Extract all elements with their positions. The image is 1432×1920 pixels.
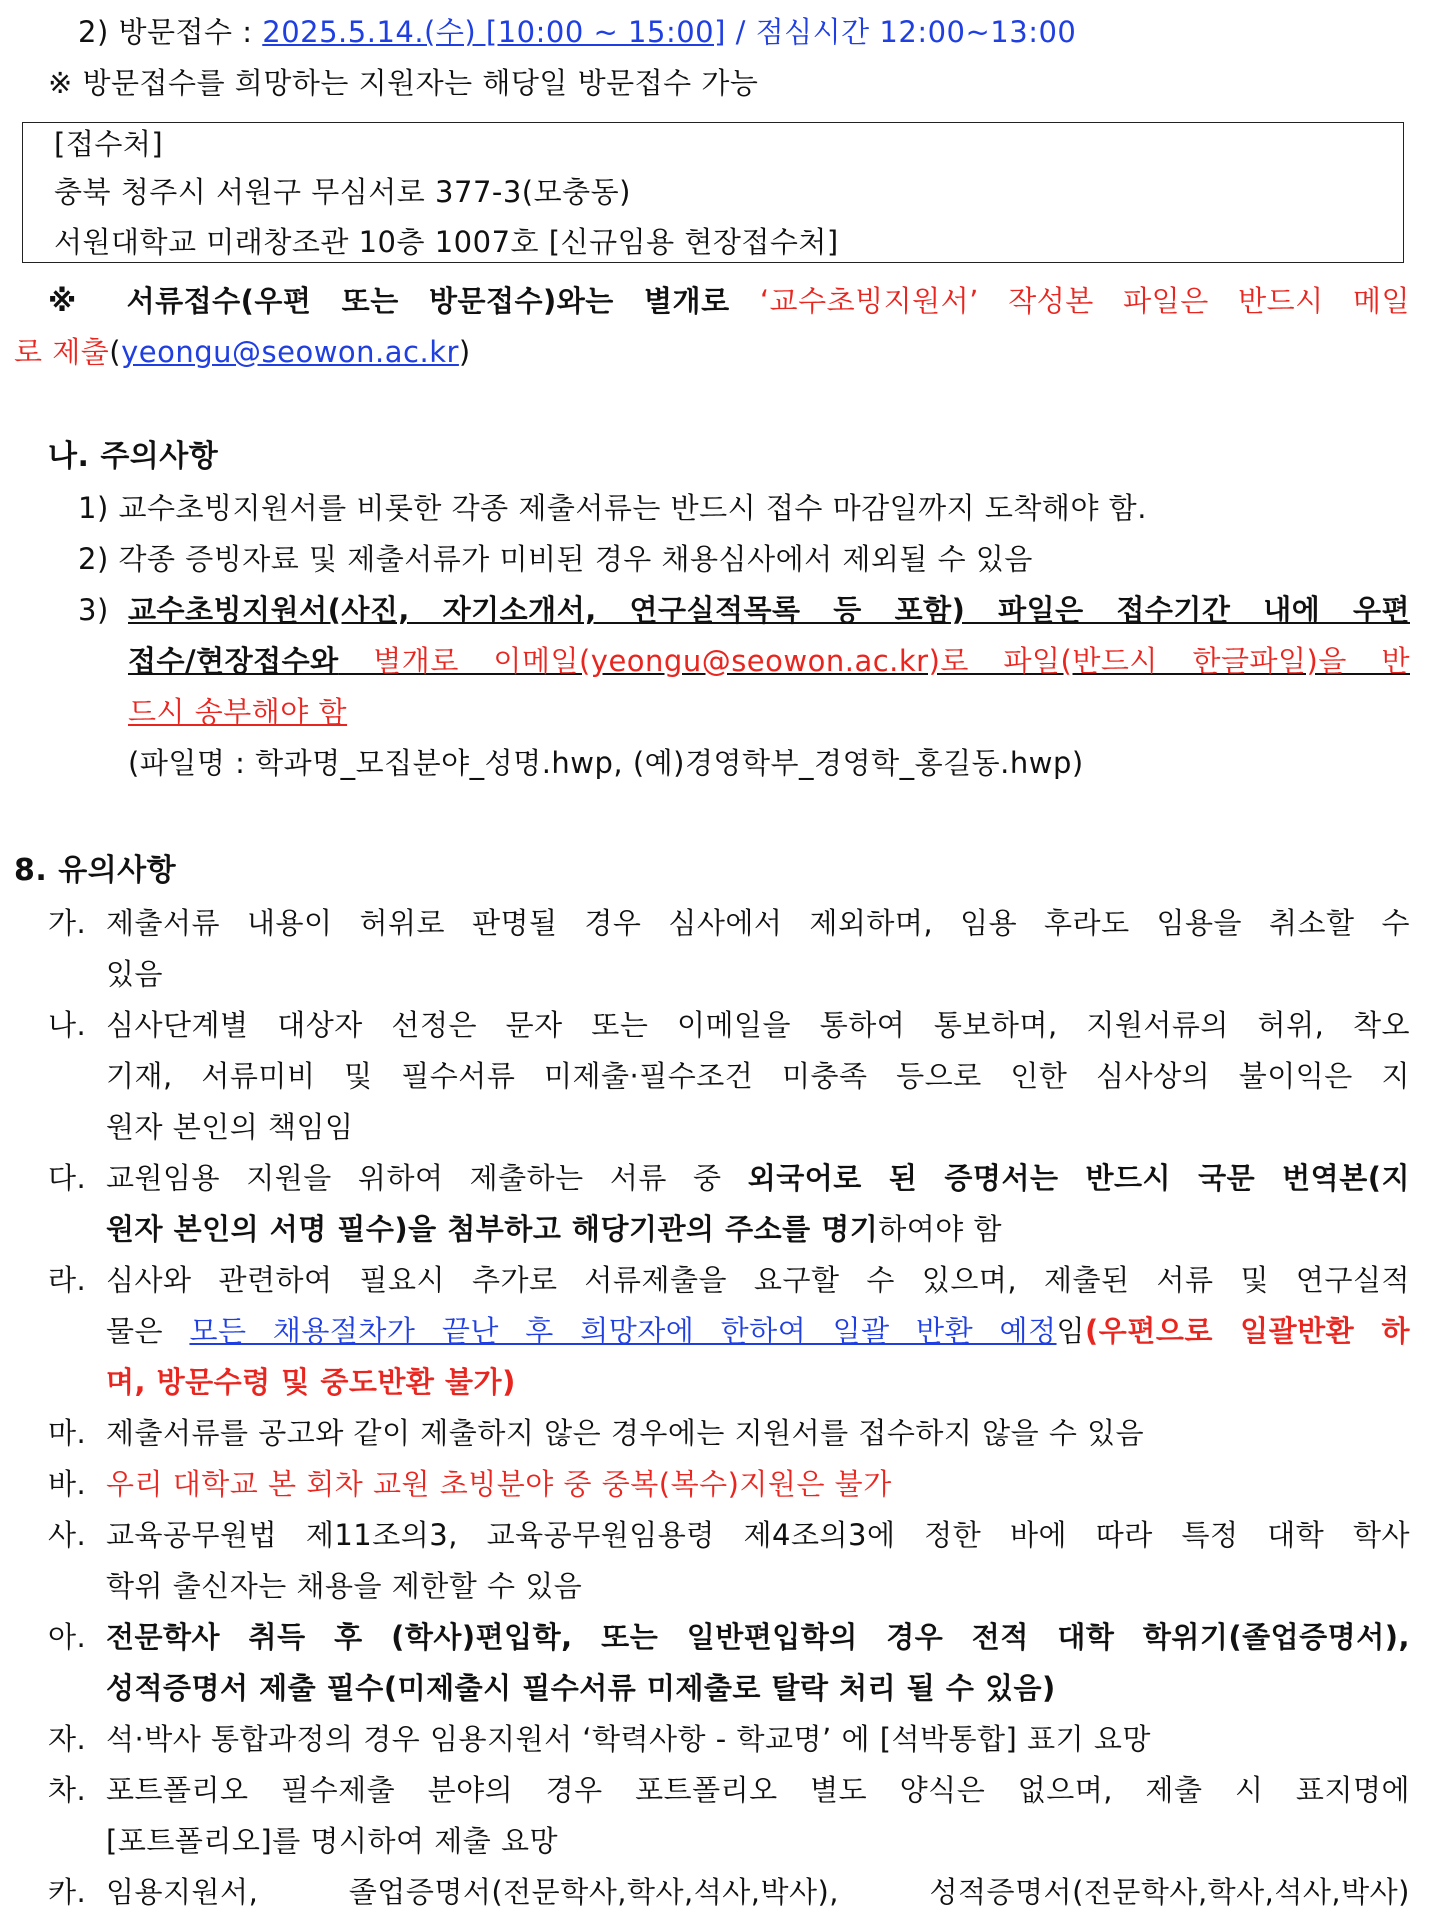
note-ba-label: 바. [48,1467,87,1501]
visit-prefix: 2) 방문접수 : [78,15,263,49]
note-ka-line1: 임용지원서, 졸업증명서(전문학사,학사,석사,박사), 성적증명서(전문학사,학사,석사,박사) [106,1875,1410,1909]
caution-item-3-bold: 접수/현장접수와 [128,644,339,678]
email-notice-prefix: ※ 서류접수(우편 또는 방문접수)와는 별개로 [48,284,760,318]
note-sa-line1: 교육공무원법 제11조의3, 교육공무원임용령 제4조의3에 정한 바에 따라 특정 대학 학사 [106,1518,1410,1552]
note-ma-label: 마. [48,1416,87,1450]
note-cha-line1: 포트폴리오 필수제출 분야의 경우 포트폴리오 별도 양식은 없으며, 제출 시 표지명에 [106,1773,1410,1807]
caution-item-1: 1) 교수초빙지원서를 비롯한 각종 제출서류는 반드시 접수 마감일까지 도착해야 함. [78,491,1147,525]
caution-item-3-line1: 교수초빙지원서(사진, 자기소개서, 연구실적목록 등 포함) 파일은 접수기간 내에 우편 [128,593,1410,627]
note-a-line1: 전문학사 취득 후 (학사)편입학, 또는 일반편입학의 경우 전적 대학 학위기(졸업증명서), [106,1620,1410,1654]
note-ra-line2 [106,1311,1410,1351]
email-notice-red2: 로 제출 [14,335,110,369]
note-ma-line1: 제출서류를 공고와 같이 제출하지 않은 경우에는 지원서를 접수하지 않을 수 있음 [106,1416,1145,1450]
caution-item-3-line3: 드시 송부해야 함 [128,695,348,729]
note-ja-line1: 석·박사 통합과정의 경우 임용지원서 ‘학력사항 - 학교명’ 에 [석박통합] 표기 요망 [106,1722,1151,1756]
note-na-line1: 심사단계별 대상자 선정은 문자 또는 이메일을 통하여 통보하며, 지원서류의 허위, 착오 [106,1008,1410,1042]
visit-date-range: 2025.5.14.(수) [10:00 ~ 15:00] [262,15,726,49]
note-ra-line3: 며, 방문수령 및 중도반환 불가) [106,1365,516,1399]
visit-note: ※ 방문접수를 희망하는 지원자는 해당일 방문접수 가능 [48,66,759,100]
note-ra-normal: 물은 [106,1314,190,1348]
note-na-line2: 기재, 서류미비 및 필수서류 미제출·필수조건 미충족 등으로 인한 심사상의 불이익은 지 [106,1059,1410,1093]
office-heading: [접수처] [54,127,164,161]
office-address: 충북 청주시 서원구 무심서로 377-3(모충동) [54,175,631,209]
email-notice-red1: ‘교수초빙지원서’ 작성본 파일은 반드시 메일 [759,284,1411,318]
note-ra-line1: 심사와 관련하여 필요시 추가로 서류제출을 요구할 수 있으며, 제출된 서류 및 연구실적 [106,1263,1410,1297]
caution-item-2: 2) 각종 증빙자료 및 제출서류가 미비된 경우 채용심사에서 제외될 수 있음 [78,542,1033,576]
note-da-label: 다. [48,1161,87,1195]
visit-lunch: / 점심시간 12:00~13:00 [725,15,1077,49]
caution-item-3-line4: (파일명 : 학과명_모집분야_성명.hwp, (예)경영학부_경영학_홍길동.hwp) [128,746,1084,780]
note-a-label: 아. [48,1620,87,1654]
note-da-line1 [106,1158,1410,1198]
note-da-bold2: 원자 본인의 서명 필수)을 첨부하고 해당기관의 주소를 명기 [106,1212,879,1246]
office-room: 서원대학교 미래창조관 10층 1007호 [신규임용 현장접수처] [54,225,839,259]
note-na-line3: 원자 본인의 책임임 [106,1110,354,1144]
email-notice-line1 [48,281,1410,321]
note-ra-label: 라. [48,1263,87,1297]
cautions-title: 나. 주의사항 [48,439,219,474]
note-ga-line1: 제출서류 내용이 허위로 판명될 경우 심사에서 제외하며, 임용 후라도 임용을 취소할 수 [106,906,1410,940]
note-ga-line2: 있음 [106,957,164,991]
email-link[interactable]: yeongu@seowon.ac.kr [121,335,459,369]
note-a-line2: 성적증명서 제출 필수(미제출시 필수서류 미제출로 탈락 처리 될 수 있음) [106,1671,1056,1705]
note-ra-normal2: 임 [1056,1314,1086,1348]
note-da-line2 [106,1209,1002,1249]
notes-title: 8. 유의사항 [14,853,177,888]
visit-line [78,12,1076,52]
email-paren-close: ) [458,335,471,369]
note-da-normal: 교원임용 지원을 위하여 제출하는 서류 중 [106,1161,748,1195]
caution-item-3-num: 3) [78,593,109,627]
note-cha-line2: [포트폴리오]를 명시하여 제출 요망 [106,1824,558,1858]
note-ga-label: 가. [48,906,87,940]
caution-item-3-line2 [128,641,1410,681]
note-da-normal2: 하여야 함 [878,1212,1003,1246]
caution-item-3-red: 별개로 이메일(yeongu@seowon.ac.kr)로 파일(반드시 한글파일)을 반 [338,644,1410,678]
email-paren-open: ( [109,335,122,369]
note-ka-label: 카. [48,1875,87,1909]
note-na-label: 나. [48,1008,87,1042]
note-ja-label: 자. [48,1722,87,1756]
email-notice-line2 [14,332,471,372]
note-sa-line2: 학위 출신자는 채용을 제한할 수 있음 [106,1569,583,1603]
note-cha-label: 차. [48,1773,87,1807]
note-ra-red: (우편으로 일괄반환 하 [1085,1314,1410,1348]
note-ba-line1: 우리 대학교 본 회차 교원 초빙분야 중 중복(복수)지원은 불가 [106,1467,892,1501]
note-ra-blue: 모든 채용절차가 끝난 후 희망자에 한하여 일괄 반환 예정 [189,1314,1057,1348]
note-sa-label: 사. [48,1518,87,1552]
note-da-bold1: 외국어로 된 증명서는 반드시 국문 번역본(지 [747,1161,1410,1195]
